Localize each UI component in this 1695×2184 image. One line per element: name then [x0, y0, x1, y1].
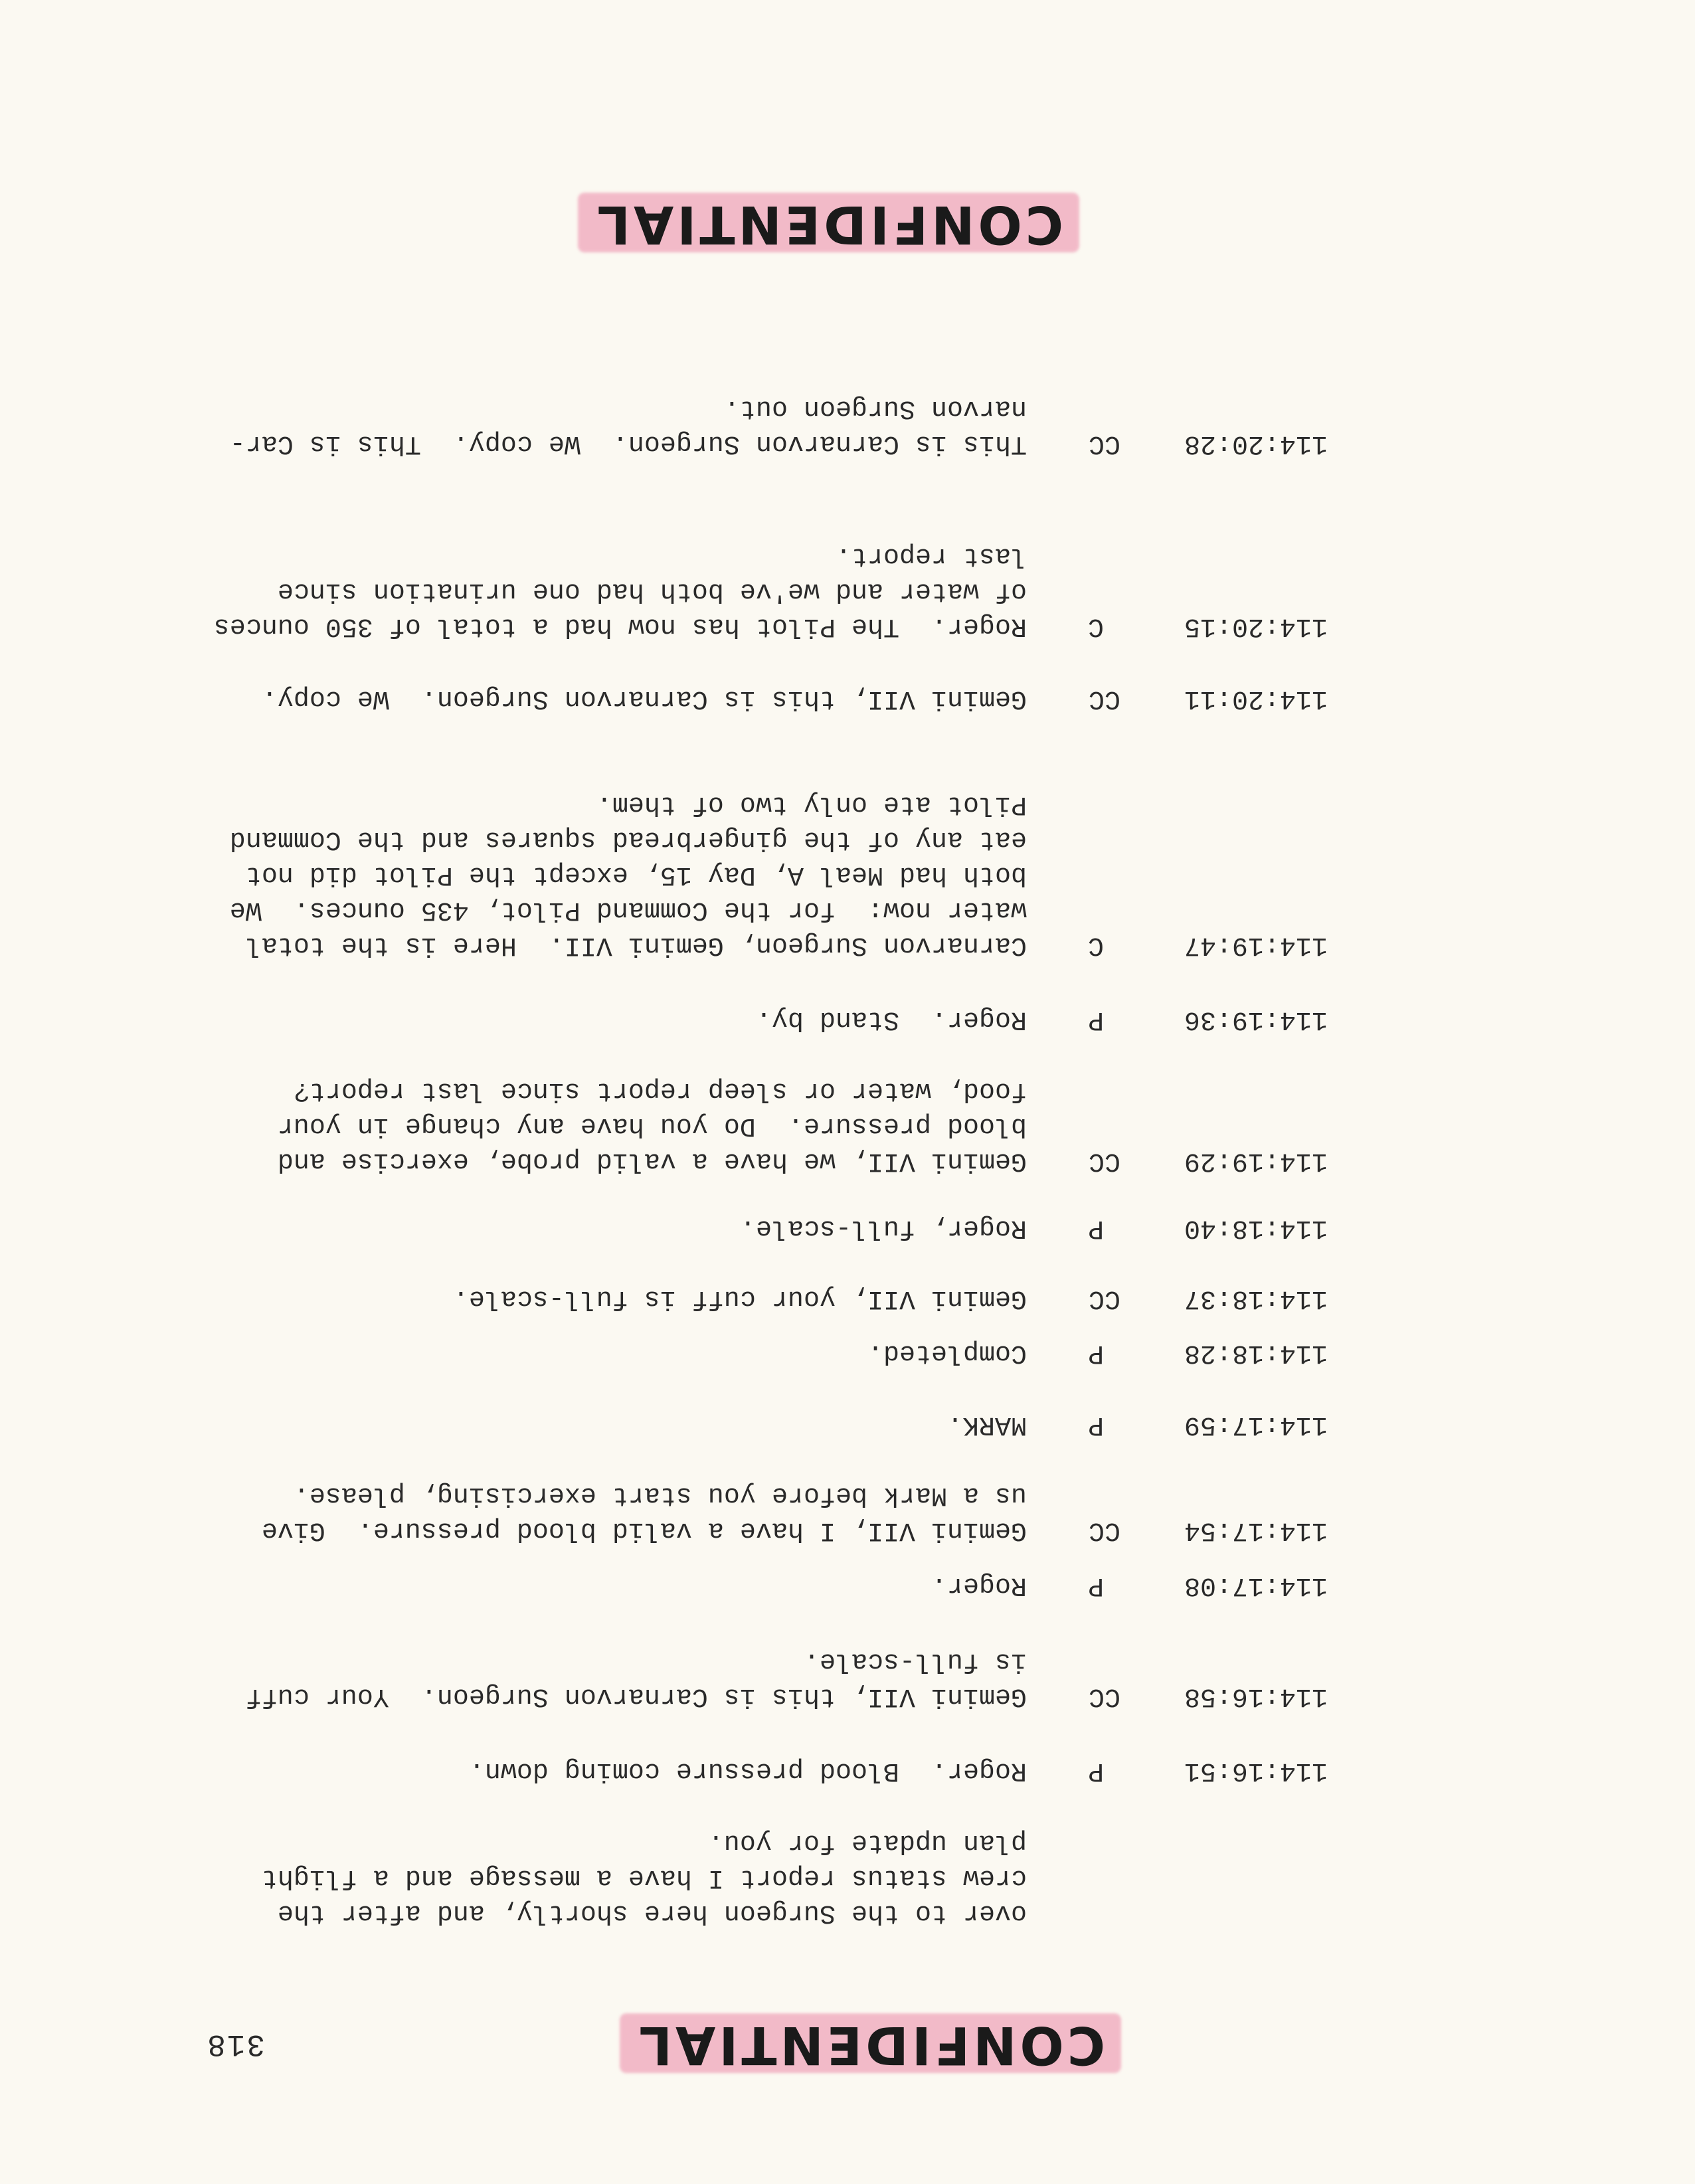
- confidential-stamp-bottom: [584, 190, 1073, 258]
- utterance-text: [262, 1477, 1027, 1548]
- speaker-code: CC: [1088, 1681, 1120, 1711]
- utterance-line: narvon Surgeon out.: [723, 393, 1027, 423]
- stamp-text: CONFIDENTIAL: [636, 2015, 1105, 2074]
- timestamp: 114:18:37: [1184, 1283, 1328, 1313]
- speaker-code: CC: [1088, 1515, 1120, 1545]
- timestamp: 114:17:08: [1184, 1570, 1328, 1600]
- utterance-text: [214, 538, 1027, 644]
- utterance-line: plan update for you.: [707, 1827, 1027, 1857]
- utterance-line: Pilot ate only two of them.: [596, 789, 1027, 819]
- speaker-code: C: [1087, 611, 1104, 641]
- speaker-code: P: [1087, 1213, 1104, 1243]
- utterance-line: of water and we've both had one urination since: [277, 576, 1027, 606]
- timestamp: 114:16:58: [1184, 1681, 1328, 1711]
- speaker-code: P: [1087, 1570, 1104, 1600]
- utterance-text: [262, 681, 1027, 716]
- speaker-code: CC: [1088, 683, 1120, 713]
- timestamp: 114:17:59: [1184, 1410, 1328, 1439]
- speaker-code: CC: [1088, 1283, 1120, 1313]
- speaker-code: P: [1087, 1004, 1104, 1034]
- speaker-code: CC: [1088, 1146, 1120, 1176]
- utterance-text: [246, 1643, 1027, 1714]
- utterance-line: food, water or sleep report since last report?: [293, 1075, 1027, 1105]
- utterance-text: [740, 1210, 1027, 1245]
- utterance-line: Roger.: [931, 1570, 1027, 1600]
- utterance-text: [867, 1335, 1027, 1370]
- utterance-line: over to the Surgeon here shortly, and after the: [277, 1898, 1027, 1928]
- speaker-code: P: [1087, 1756, 1104, 1785]
- utterance-line: Carnarvon Surgeon, Gemini VII. Here is the total: [245, 930, 1027, 960]
- utterance-line: blood pressure. Do you have any change in your: [277, 1111, 1027, 1140]
- page-number: 318: [206, 2027, 265, 2061]
- utterance-line: Roger. The Pilot has now had a total of 350 ounces: [213, 611, 1027, 641]
- timestamp: 114:19:29: [1184, 1146, 1328, 1176]
- timestamp: 114:19:47: [1184, 930, 1328, 960]
- utterance-line: eat any of the gingerbread squares and the Command: [229, 824, 1027, 854]
- utterance-text: [756, 1002, 1027, 1037]
- utterance-text: [230, 786, 1027, 962]
- utterance-line: Gemini VII, I have a valid blood pressure. Give: [261, 1515, 1027, 1545]
- utterance-line: This is Carnarvon Surgeon. We copy. This is Car-: [229, 428, 1027, 458]
- timestamp: 114:20:15: [1184, 611, 1328, 641]
- utterance-text: [453, 1281, 1027, 1316]
- utterance-line: Gemini VII, this is Carnarvon Surgeon. We copy.: [261, 683, 1027, 713]
- utterance-line: us a Mark before you start exercising, please.: [293, 1480, 1027, 1510]
- utterance-line: MARK.: [946, 1410, 1027, 1439]
- speaker-code: C: [1087, 930, 1104, 960]
- speaker-code: P: [1087, 1410, 1104, 1439]
- timestamp: 114:20:11: [1184, 683, 1328, 713]
- speaker-code: CC: [1088, 428, 1120, 458]
- timestamp: 114:18:40: [1184, 1213, 1328, 1243]
- utterance-line: Roger. Blood pressure coming down.: [468, 1756, 1027, 1785]
- utterance-line: is full-scale.: [803, 1646, 1027, 1676]
- utterance-text: [947, 1407, 1027, 1442]
- utterance-line: both had Meal A, Day 15, except the Pilot did not: [245, 860, 1027, 889]
- utterance-line: water now: for the Command Pilot, 435 ounces. We: [229, 895, 1027, 925]
- timestamp: 114:20:28: [1184, 428, 1328, 458]
- utterance-line: Roger. Stand by.: [755, 1004, 1027, 1034]
- timestamp: 114:18:28: [1184, 1338, 1328, 1368]
- utterance-text: [931, 1568, 1027, 1603]
- utterance-text: [262, 1825, 1027, 1930]
- utterance-line: crew status report I have a message and a flight: [261, 1863, 1027, 1892]
- utterance-text: [230, 391, 1027, 461]
- timestamp: 114:16:51: [1184, 1756, 1328, 1785]
- utterance-text: [278, 1073, 1027, 1178]
- stamp-text: CONFIDENTIAL: [594, 194, 1063, 254]
- speaker-code: P: [1087, 1338, 1104, 1368]
- timestamp: 114:19:36: [1184, 1004, 1328, 1034]
- utterance-line: last report.: [835, 541, 1027, 571]
- confidential-stamp-top: [626, 2011, 1115, 2078]
- utterance-text: [469, 1753, 1027, 1788]
- timestamp: 114:17:54: [1184, 1515, 1328, 1545]
- utterance-line: Gemini VII, we have a valid probe, exercise and: [277, 1146, 1027, 1176]
- utterance-line: Completed.: [867, 1338, 1027, 1368]
- utterance-line: Gemini VII, this is Carnarvon Surgeon. Your cuff: [245, 1681, 1027, 1711]
- utterance-line: Roger, full-scale.: [739, 1213, 1027, 1243]
- utterance-line: Gemini VII, your cuff is full-scale.: [452, 1283, 1027, 1313]
